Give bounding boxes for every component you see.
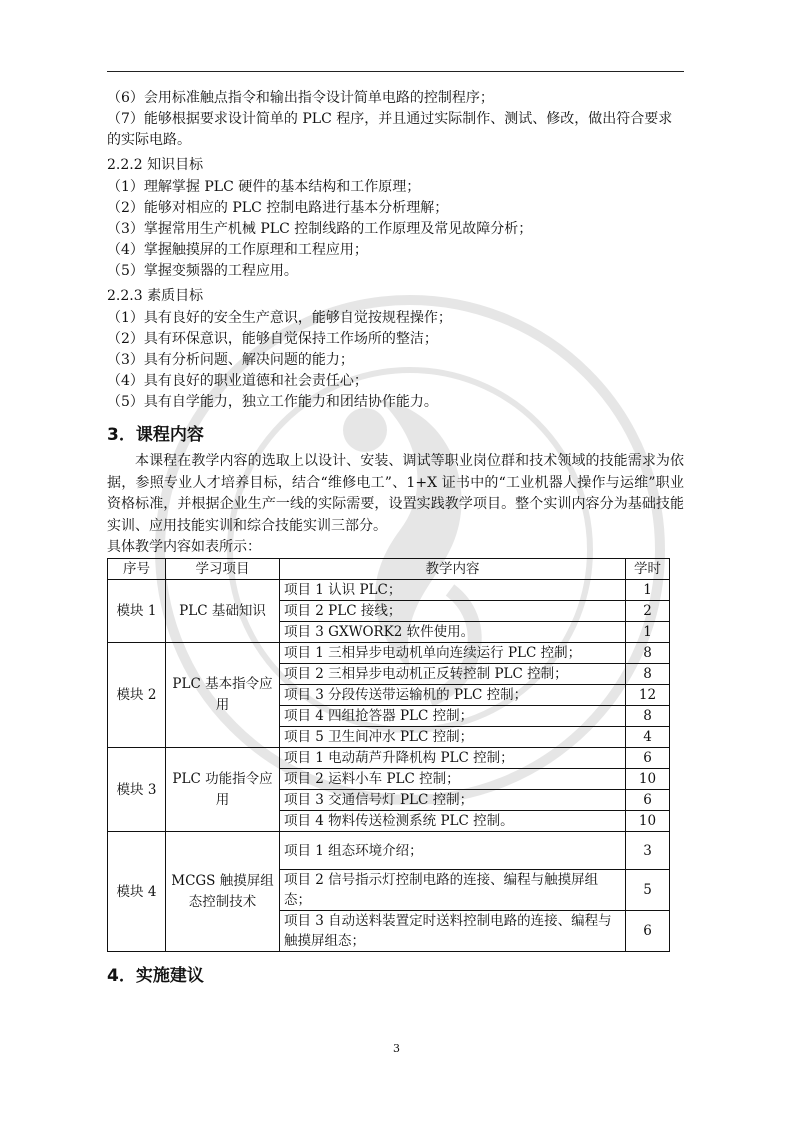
header-rule (107, 71, 684, 72)
hours-cell: 1 (626, 622, 670, 643)
quality-item: （3）具有分析问题、解决问题的能力； (107, 352, 354, 368)
content-cell: 项目 2 三相异步电动机正反转控制 PLC 控制； (280, 664, 626, 685)
content-cell: 项目 4 四组抢答器 PLC 控制； (280, 706, 626, 727)
content-cell: 项目 5 卫生间冲水 PLC 控制； (280, 727, 626, 748)
hours-cell: 2 (626, 601, 670, 622)
content-cell: 项目 1 电动葫芦升降机构 PLC 控制； (280, 748, 626, 769)
hours-cell: 5 (626, 870, 670, 911)
content-cell: 项目 3 GXWORK2 软件使用。 (280, 622, 626, 643)
project-cell: PLC 功能指令应用 (166, 748, 280, 832)
hours-cell: 8 (626, 664, 670, 685)
section-4-heading: 4．实施建议 (107, 966, 204, 986)
hours-cell: 6 (626, 790, 670, 811)
skill-item-7: （7）能够根据要求设计简单的 PLC 程序，并且通过实际制作、测试、修改，做出符合要求的实际电路。 (107, 111, 673, 148)
knowledge-item: （4）掌握触摸屏的工作原理和工程应用； (107, 242, 368, 258)
hours-cell: 8 (626, 706, 670, 727)
content-cell: 项目 3 交通信号灯 PLC 控制； (280, 790, 626, 811)
content-cell: 项目 4 物料传送检测系统 PLC 控制。 (280, 811, 626, 832)
knowledge-title: 2.2.2 知识目标 (107, 157, 204, 173)
hours-cell: 6 (626, 911, 670, 952)
knowledge-item: （1）理解掌握 PLC 硬件的基本结构和工作原理； (107, 179, 421, 195)
module-cell: 模块 1 (108, 580, 166, 643)
table-row (108, 748, 670, 769)
quality-item: （1）具有良好的安全生产意识，能够自觉按规程操作； (107, 310, 452, 326)
hours-cell: 3 (626, 832, 670, 870)
content-cell: 项目 2 PLC 接线； (280, 601, 626, 622)
content-cell: 项目 1 三相异步电动机单向连续运行 PLC 控制； (280, 643, 626, 664)
content-cell: 项目 3 分段传送带运输机的 PLC 控制； (280, 685, 626, 706)
content-cell: 项目 1 组态环境介绍； (280, 832, 626, 870)
header-cell: 学时 (626, 559, 670, 580)
page-content (107, 88, 684, 992)
header-cell: 学习项目 (166, 559, 280, 580)
header-cell: 教学内容 (280, 559, 626, 580)
header-cell: 序号 (108, 559, 166, 580)
table-row (108, 580, 670, 601)
quality-item: （2）具有环保意识，能够自觉保持工作场所的整洁； (107, 331, 438, 347)
table-header-row (108, 559, 670, 580)
hours-cell: 1 (626, 580, 670, 601)
content-cell: 项目 2 运料小车 PLC 控制； (280, 769, 626, 790)
table-lead: 具体教学内容如表所示： (107, 539, 261, 555)
hours-cell: 6 (626, 748, 670, 769)
module-cell: 模块 2 (108, 643, 166, 748)
hours-cell: 10 (626, 769, 670, 790)
module-cell: 模块 3 (108, 748, 166, 832)
skill-item-6: （6）会用标准触点指令和输出指令设计简单电路的控制程序； (107, 90, 494, 106)
knowledge-item: （3）掌握常用生产机械 PLC 控制线路的工作原理及常见故障分析； (107, 221, 533, 237)
course-content-table (107, 558, 670, 952)
table-row (108, 643, 670, 664)
project-cell: PLC 基本指令应用 (166, 643, 280, 748)
section-3-paragraph: 本课程在教学内容的选取上以设计、安装、调试等职业岗位群和技术领域的技能需求为依据，参照专业人才培养目标，结合“维修电工”、1+X 证书中的“工业机器人操作与运维”职业资格标准，并根据企业生产一线的实际需要，设置实践教学项目。整个实训内容分为基础技能实训、应用技能实训和综合技能实训三部分。 (107, 453, 684, 534)
project-cell: MCGS 触摸屏组态控制技术 (166, 832, 280, 952)
project-cell: PLC 基础知识 (166, 580, 280, 643)
knowledge-item: （2）能够对相应的 PLC 控制电路进行基本分析理解； (107, 200, 449, 216)
table-row (108, 832, 670, 870)
quality-item: （4）具有良好的职业道德和社会责任心； (107, 373, 368, 389)
hours-cell: 10 (626, 811, 670, 832)
module-cell: 模块 4 (108, 832, 166, 952)
page-number: 3 (393, 1042, 400, 1055)
content-cell: 项目 1 认识 PLC； (280, 580, 626, 601)
section-3-heading: 3．课程内容 (107, 425, 204, 445)
content-cell: 项目 3 自动送料装置定时送料控制电路的连接、编程与触摸屏组态； (280, 911, 626, 952)
hours-cell: 8 (626, 643, 670, 664)
quality-title: 2.2.3 素质目标 (107, 288, 204, 304)
quality-item: （5）具有自学能力，独立工作能力和团结协作能力。 (107, 394, 438, 410)
hours-cell: 4 (626, 727, 670, 748)
hours-cell: 12 (626, 685, 670, 706)
content-cell: 项目 2 信号指示灯控制电路的连接、编程与触摸屏组态； (280, 870, 626, 911)
knowledge-item: （5）掌握变频器的工程应用。 (107, 263, 298, 279)
